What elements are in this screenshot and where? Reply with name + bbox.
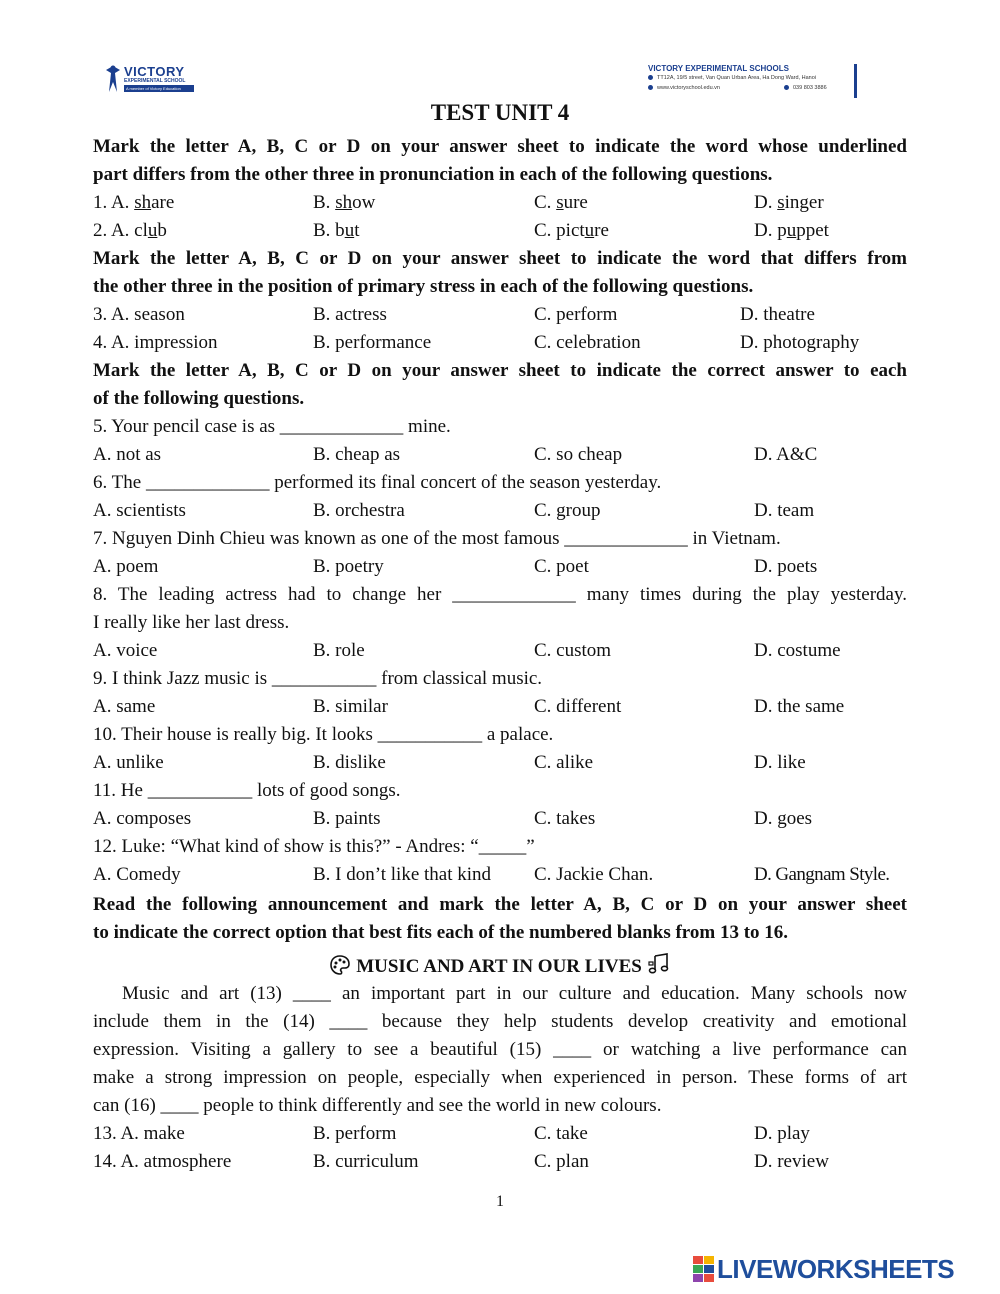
- option-2c[interactable]: C. picture: [534, 220, 609, 241]
- page-number: 1: [496, 1193, 504, 1210]
- victory-figure-icon: [104, 64, 122, 94]
- option-14b[interactable]: B. curriculum: [313, 1151, 419, 1172]
- globe-icon: [648, 85, 653, 90]
- location-icon: [648, 75, 653, 80]
- question-9-stem: 9. I think Jazz music is ___________ from classical music.: [93, 668, 543, 689]
- option-5d[interactable]: D. A&C: [754, 444, 818, 465]
- phone-icon: [784, 85, 789, 90]
- question-1: [93, 189, 907, 217]
- question-7-stem: 7. Nguyen Dinh Chieu was known as one of the most famous _____________ in Vietnam.: [93, 528, 781, 549]
- passage-line-4: make a strong impression on people, especially when experienced in person. These forms of art: [93, 1067, 907, 1088]
- option-7b[interactable]: B. poetry: [313, 556, 384, 577]
- option-12d[interactable]: D. Gangnam Style.: [754, 864, 890, 885]
- phone-line: [784, 85, 827, 91]
- question-8-stem-cont: I really like her last dress.: [93, 612, 290, 633]
- option-9b[interactable]: B. similar: [313, 696, 388, 717]
- question-6-stem: 6. The _____________ performed its final concert of the season yesterday.: [93, 472, 662, 493]
- question-9-options: [93, 693, 907, 721]
- option-13b[interactable]: B. perform: [313, 1123, 397, 1144]
- question-10-stem: 10. Their house is really big. It looks ___________ a palace.: [93, 724, 554, 745]
- option-6c[interactable]: C. group: [534, 500, 601, 521]
- instruction-correct-1: Mark the letter A, B, C or D on your answer sheet to indicate the correct answer to each: [93, 360, 907, 381]
- option-8b[interactable]: B. role: [313, 640, 365, 661]
- school-name: VICTORY EXPERIMENTAL SCHOOLS: [648, 64, 789, 73]
- option-12a[interactable]: A. Comedy: [93, 864, 181, 885]
- logo-sub-text: EXPERIMENTAL SCHOOL: [124, 78, 186, 84]
- phone-text: 039 803 3886: [793, 85, 827, 91]
- option-8d[interactable]: D. costume: [754, 640, 841, 661]
- website-line: [648, 85, 720, 91]
- option-2a[interactable]: 2. A. club: [93, 220, 167, 241]
- question-12-options: [93, 861, 907, 889]
- option-3c[interactable]: C. perform: [534, 304, 618, 325]
- option-13a[interactable]: 13. A. make: [93, 1123, 185, 1144]
- option-1a[interactable]: 1. A. share: [93, 192, 175, 213]
- question-13: [93, 1120, 907, 1148]
- option-1c[interactable]: C. sure: [534, 192, 588, 213]
- question-6-options: [93, 497, 907, 525]
- school-contact-block: [644, 64, 860, 100]
- instruction-reading-1: Read the following announcement and mark the letter A, B, C or D on your answer sheet: [93, 894, 907, 915]
- question-11-options: [93, 805, 907, 833]
- instruction-stress-1: Mark the letter A, B, C or D on your answer sheet to indicate the word that differs from: [93, 248, 907, 269]
- school-logo: [104, 64, 194, 96]
- option-1b[interactable]: B. show: [313, 192, 376, 213]
- option-11b[interactable]: B. paints: [313, 808, 381, 829]
- option-4c[interactable]: C. celebration: [534, 332, 641, 353]
- instruction-stress-2: the other three in the position of primary stress in each of the following questions.: [93, 276, 754, 297]
- website-text: www.victoryschool.edu.vn: [657, 85, 720, 91]
- passage-line-3: expression. Visiting a gallery to see a beautiful (15) ____ or watching a live performance can: [93, 1039, 907, 1060]
- option-14d[interactable]: D. review: [754, 1151, 829, 1172]
- question-5-stem: 5. Your pencil case is as _____________ mine.: [93, 416, 451, 437]
- option-12b[interactable]: B. I don’t like that kind: [313, 864, 492, 885]
- option-6b[interactable]: B. orchestra: [313, 500, 405, 521]
- logo-tag-text: A member of Victory Education: [124, 85, 194, 92]
- option-2b[interactable]: B. but: [313, 220, 360, 241]
- logo-brand-text: VICTORY: [124, 64, 185, 79]
- option-9a[interactable]: A. same: [93, 696, 156, 717]
- option-9d[interactable]: D. the same: [754, 696, 845, 717]
- option-10c[interactable]: C. alike: [534, 752, 594, 773]
- option-7d[interactable]: D. poets: [754, 556, 818, 577]
- music-notes-icon: [647, 952, 671, 976]
- option-3a[interactable]: 3. A. season: [93, 304, 185, 325]
- question-12-stem: 12. Luke: “What kind of show is this?” - Andres: “_____”: [93, 836, 535, 857]
- page-title: TEST UNIT 4: [430, 100, 570, 125]
- question-7-options: [93, 553, 907, 581]
- option-5a[interactable]: A. not as: [93, 444, 162, 465]
- option-8c[interactable]: C. custom: [534, 640, 612, 661]
- option-6d[interactable]: D. team: [754, 500, 815, 521]
- liveworksheets-text: LIVEWORKSHEETS: [717, 1254, 955, 1284]
- option-4b[interactable]: B. performance: [313, 332, 432, 353]
- passage-title: MUSIC AND ART IN OUR LIVES: [356, 956, 642, 977]
- question-3: [93, 301, 907, 329]
- passage-line-2: include them in the (14) ____ because they help students develop creativity and emotional: [93, 1011, 907, 1032]
- question-4: [93, 329, 907, 357]
- option-1d[interactable]: D. singer: [754, 192, 824, 213]
- passage-line-1: Music and art (13) ____ an important part in our culture and education. Many schools now: [122, 983, 907, 1004]
- address-line: [648, 75, 816, 81]
- option-12c[interactable]: C. Jackie Chan.: [534, 864, 654, 885]
- option-14a[interactable]: 14. A. atmosphere: [93, 1151, 232, 1172]
- liveworksheets-blocks-icon: [693, 1256, 715, 1284]
- option-5b[interactable]: B. cheap as: [313, 444, 401, 465]
- option-10b[interactable]: B. dislike: [313, 752, 386, 773]
- option-4a[interactable]: 4. A. impression: [93, 332, 218, 353]
- option-9c[interactable]: C. different: [534, 696, 622, 717]
- question-8-stem: 8. The leading actress had to change her _____________ many times during the play yesterday.: [93, 584, 907, 605]
- header-divider: [854, 64, 857, 98]
- option-5c[interactable]: C. so cheap: [534, 444, 623, 465]
- option-11a[interactable]: A. composes: [93, 808, 192, 829]
- option-11c[interactable]: C. takes: [534, 808, 596, 829]
- instruction-pronunciation-2: part differs from the other three in pronunciation in each of the following questions.: [93, 164, 773, 185]
- option-13c[interactable]: C. take: [534, 1123, 588, 1144]
- option-6a[interactable]: A. scientists: [93, 500, 186, 521]
- option-2d[interactable]: D. puppet: [754, 220, 829, 241]
- option-14c[interactable]: C. plan: [534, 1151, 589, 1172]
- question-11-stem: 11. He ___________ lots of good songs.: [93, 780, 401, 801]
- option-7c[interactable]: C. poet: [534, 556, 589, 577]
- question-8-options: [93, 637, 907, 665]
- option-10a[interactable]: A. unlike: [93, 752, 164, 773]
- option-11d[interactable]: D. goes: [754, 808, 813, 829]
- option-8a[interactable]: A. voice: [93, 640, 158, 661]
- passage-line-5: can (16) ____ people to think differently and see the world in new colours.: [93, 1095, 662, 1116]
- instruction-correct-2: of the following questions.: [93, 388, 305, 409]
- question-5-options: [93, 441, 907, 469]
- palette-icon: [329, 954, 351, 976]
- instruction-pronunciation-1: Mark the letter A, B, C or D on your answer sheet to indicate the word whose underlined: [93, 136, 907, 157]
- option-10d[interactable]: D. like: [754, 752, 806, 773]
- option-3b[interactable]: B. actress: [313, 304, 387, 325]
- option-13d[interactable]: D. play: [754, 1123, 810, 1144]
- question-2: [93, 217, 907, 245]
- option-3d[interactable]: D. theatre: [740, 304, 815, 325]
- option-7a[interactable]: A. poem: [93, 556, 159, 577]
- passage-heading: [0, 952, 1000, 981]
- question-14: [93, 1148, 907, 1176]
- question-10-options: [93, 749, 907, 777]
- option-4d[interactable]: D. photography: [740, 332, 860, 353]
- instruction-reading-2: to indicate the correct option that best fits each of the numbered blanks from 13 to 16.: [93, 922, 789, 943]
- address-text: TT12A, 19/5 street, Van Quan Urban Area, Ha Dong Ward, Hanoi: [657, 75, 816, 81]
